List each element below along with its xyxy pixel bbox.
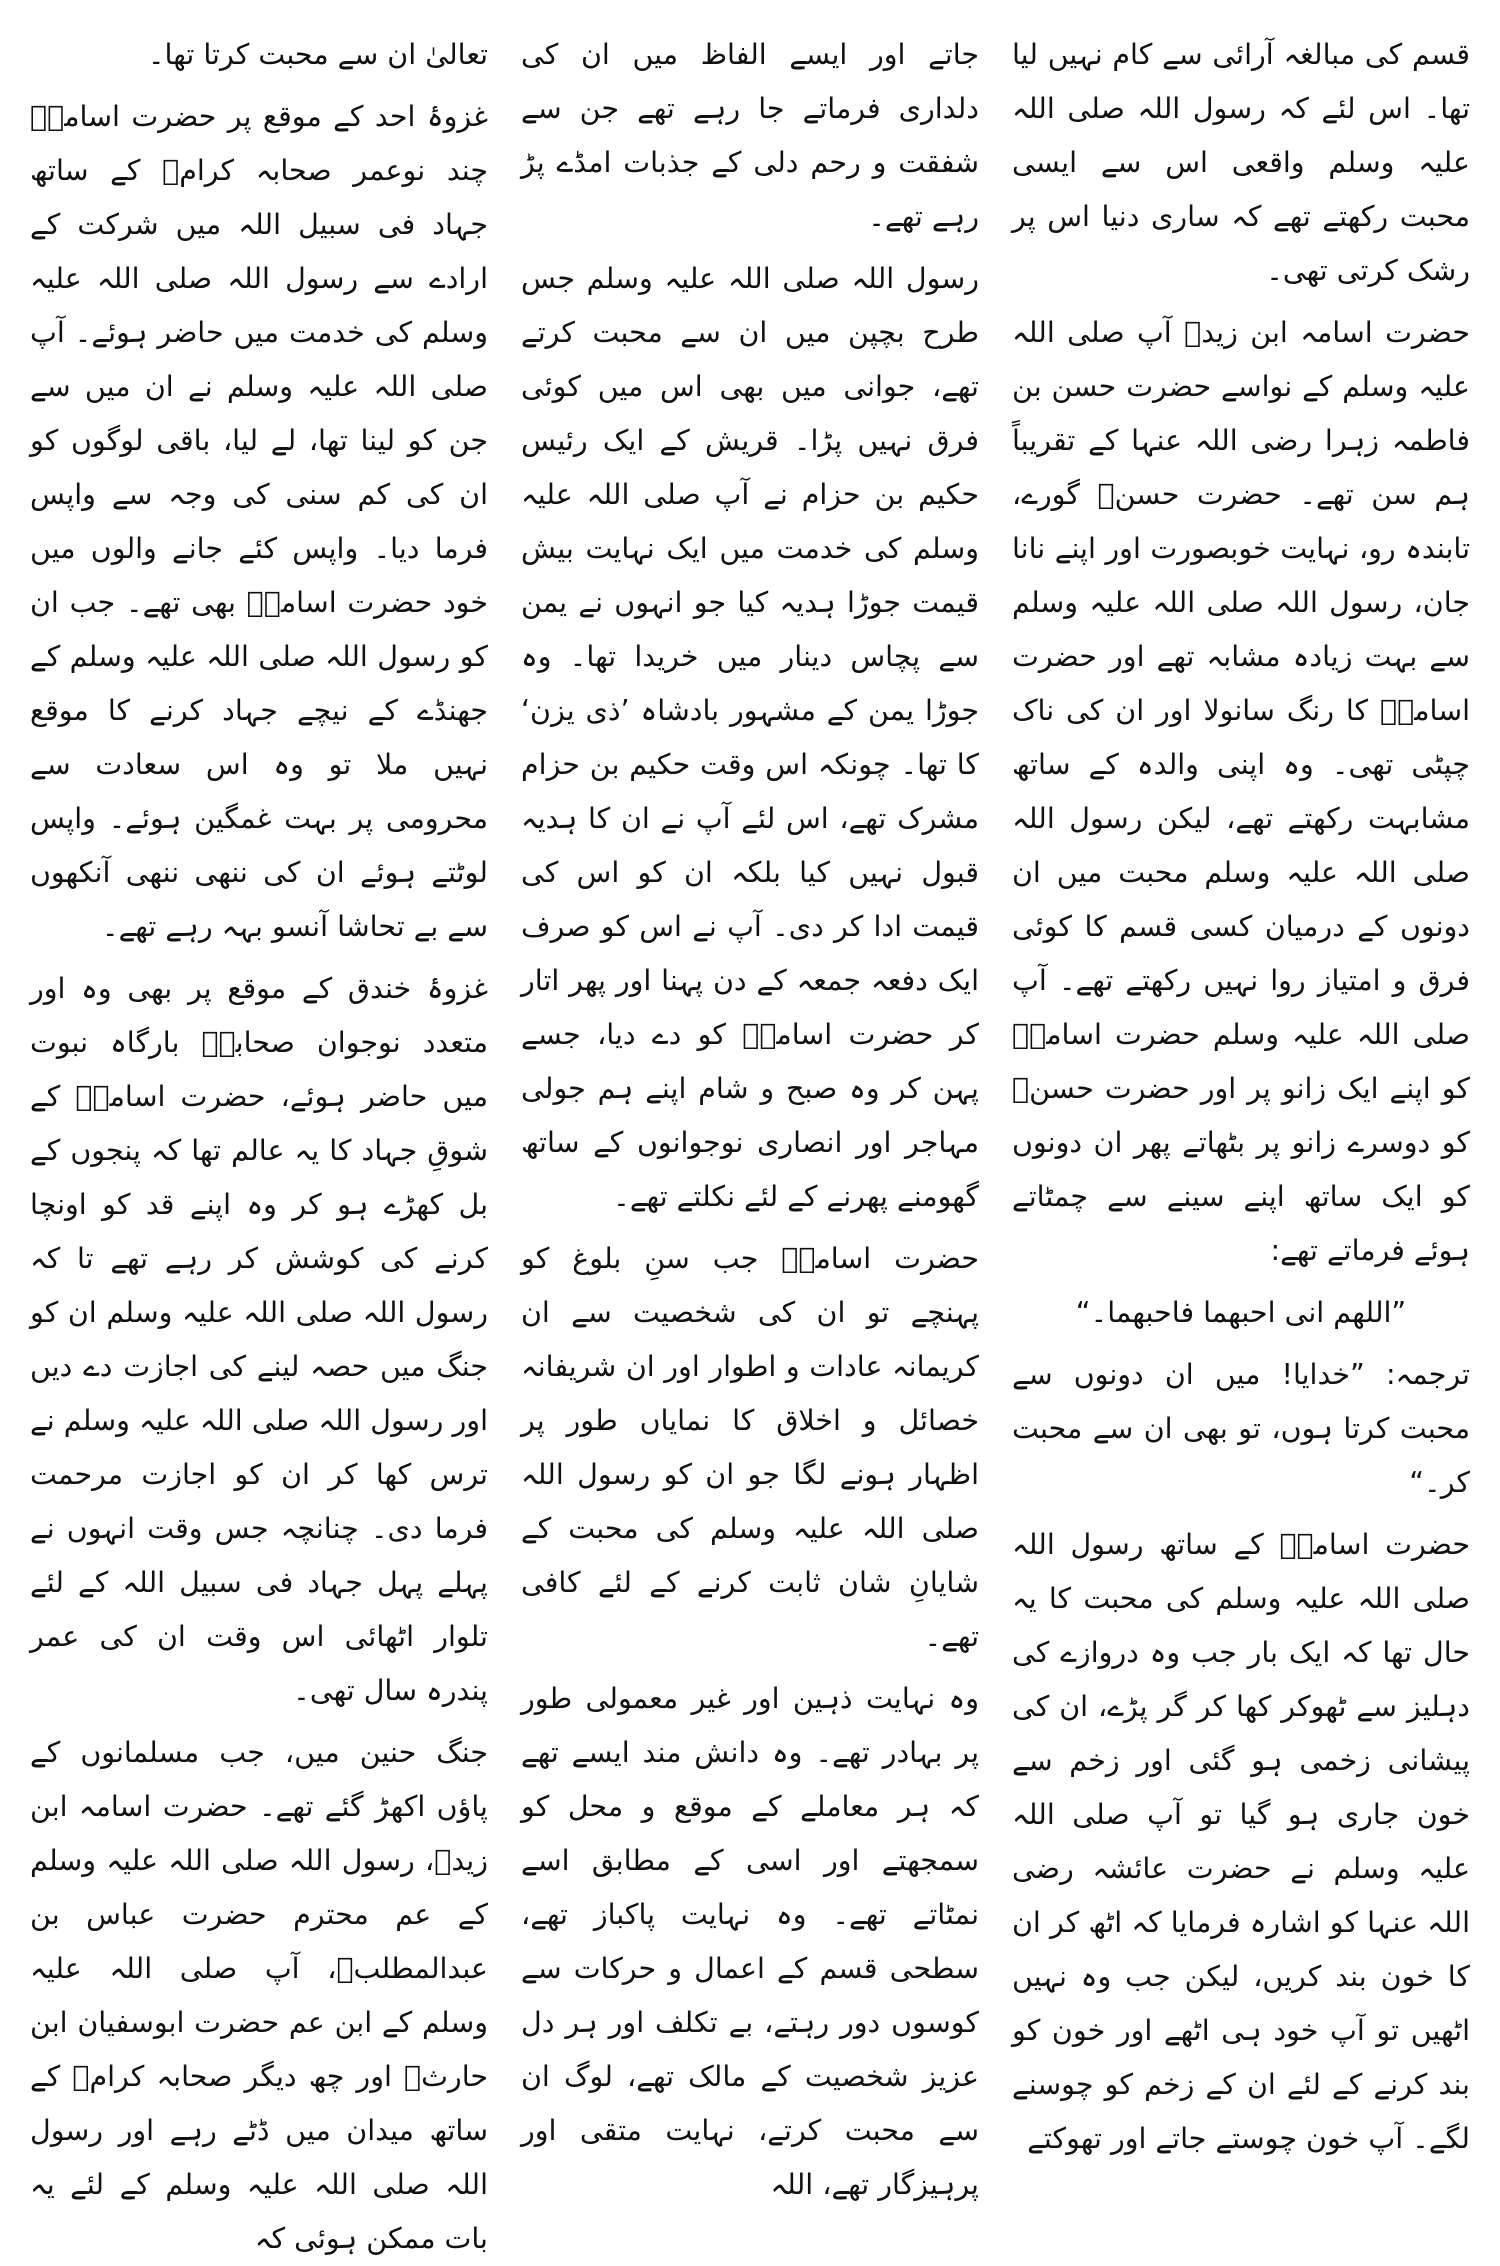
paragraph: جنگ حنین میں، جب مسلمانوں کے پاؤں اکھڑ گئے تھے۔ حضرت اسامہ ابن زیدؓ، رسول اللہ صلی اللہ علیہ وسلم کے عم محترم حضرت عباس بن عبدالمطلبؓ، آپ صلی اللہ علیہ وسلم کے ابن عم حضرت ابوسفیان ابن حارثؓ اور چھ دیگر صحابہ کرامؓ کے ساتھ میدان میں ڈٹے رہے اور رسول اللہ صلی اللہ علیہ وسلم کے لئے یہ بات ممکن ہوئی کہ xyxy=(30,1736,488,2255)
paragraph: رسول اللہ صلی اللہ علیہ وسلم جس طرح بچپن میں ان سے محبت کرتے تھے، جوانی میں بھی اس میں کوئی فرق نہیں پڑا۔ قریش کے ایک رئیس حکیم بن حزام نے آپ صلی اللہ علیہ وسلم کی خدمت میں ایک نہایت بیش قیمت جوڑا ہدیہ کیا جو انہوں نے یمن سے پچاس دینار میں خریدا تھا۔ وہ جوڑا یمن کے مشہور بادشاہ ’ذی یزن‘ کا تھا۔ چونکہ اس وقت حکیم بن حزام مشرک تھے، اس لئے آپ نے ان کا ہدیہ قبول نہیں کیا بلکہ ان کو اس کی قیمت ادا کر دی۔ آپ نے اس کو صرف ایک دفعہ جمعہ کے دن پہنا اور پھر اتار کر حضرت اسامہؓ کو دے دیا، جسے پہن کر وہ صبح و شام اپنے ہم جولی مہاجر اور انصاری نوجوانوں کے ساتھ گھومنے پھرنے کے لئے نکلتے تھے۔ xyxy=(521,262,979,1213)
paragraph: غزوۂ احد کے موقع پر حضرت اسامہؓ چند نوعمر صحابہ کرامؓ کے ساتھ جہاد فی سبیل اللہ میں شرکت کے ارادے سے رسول اللہ صلی اللہ علیہ وسلم کی خدمت میں حاضر ہوئے۔ آپ صلی اللہ علیہ وسلم نے ان میں سے جن کو لینا تھا، لے لیا، باقی لوگوں کو ان کی کم سنی کی وجہ سے واپس فرما دیا۔ واپس کئے جانے والوں میں خود حضرت اسامہؓ بھی تھے۔ جب ان کو رسول اللہ صلی اللہ علیہ وسلم کے جھنڈے کے نیچے جہاد کرنے کا موقع نہیں ملا تو وہ اس سعادت سے محرومی پر بہت غمگین ہوئے۔ واپس لوٹتے ہوئے ان کی ننھی ننھی آنکھوں سے بے تحاشا آنسو بہہ رہے تھے۔ xyxy=(30,100,488,943)
paragraph: قسم کی مبالغہ آرائی سے کام نہیں لیا تھا۔ اس لئے کہ رسول اللہ صلی اللہ علیہ وسلم واقعی اس سے ایسی محبت رکھتے تھے کہ ساری دنیا اس پر رشک کرتی تھی۔ xyxy=(1012,38,1470,287)
paragraph: جاتے اور ایسے الفاظ میں ان کی دلداری فرماتے جا رہے تھے جن سے شفقت و رحم دلی کے جذبات امڈے پڑ رہے تھے۔ xyxy=(521,38,979,233)
paragraph: حضرت اسامہؓ کے ساتھ رسول اللہ صلی اللہ علیہ وسلم کی محبت کا یہ حال تھا کہ ایک بار جب وہ دروازے کی دہلیز سے ٹھوکر کھا کر گر پڑے، ان کی پیشانی زخمی ہو گئی اور زخم سے خون جاری ہو گیا تو آپ صلی اللہ علیہ وسلم نے حضرت عائشہ رضی اللہ عنہا کو اشارہ فرمایا کہ اٹھ کر ان کا خون بند کریں، لیکن جب وہ نہیں اٹھیں تو آپ خود ہی اٹھے اور خون کو بند کرنے کے لئے ان کے زخم کو چوسنے لگے۔ آپ خون چوستے جاتے اور تھوکتے xyxy=(1012,1528,1470,2155)
translation-paragraph: ترجمہ: ”خدایا! میں ان دونوں سے محبت کرتا ہوں، تو بھی ان سے محبت کر۔“ xyxy=(1012,1358,1470,1499)
column-middle xyxy=(521,28,979,2201)
arabic-quote: ”اللھم انی احبھما فاحبھما۔“ xyxy=(1075,1296,1407,1329)
article-columns xyxy=(30,28,1470,2255)
column-right xyxy=(1012,28,1470,2180)
column-left xyxy=(30,28,488,2255)
paragraph: غزوۂ خندق کے موقع پر بھی وہ اور متعدد نوجوان صحابہؓ بارگاہ نبوت میں حاضر ہوئے، حضرت اسامہؓ کے شوقِ جہاد کا یہ عالم تھا کہ پنجوں کے بل کھڑے ہو کر وہ اپنے قد کو اونچا کرنے کی کوشش کر رہے تھے تا کہ رسول اللہ صلی اللہ علیہ وسلم ان کو جنگ میں حصہ لینے کی اجازت دے دیں اور رسول اللہ صلی اللہ علیہ وسلم نے ترس کھا کر ان کو اجازت مرحمت فرما دی۔ چنانچہ جس وقت انہوں نے پہلے پہل جہاد فی سبیل اللہ کے لئے تلوار اٹھائی اس وقت ان کی عمر پندرہ سال تھی۔ xyxy=(30,972,488,1707)
paragraph: تعالیٰ ان سے محبت کرتا تھا۔ xyxy=(147,38,488,71)
paragraph: حضرت اسامہؓ جب سنِ بلوغ کو پہنچے تو ان کی شخصیت سے ان کریمانہ عادات و اطوار اور ان شریفانہ خصائل و اخلاق کا نمایاں طور پر اظہار ہونے لگا جو ان کو رسول اللہ صلی اللہ علیہ وسلم کی محبت کے شایانِ شان ثابت کرنے کے لئے کافی تھے۔ xyxy=(521,1242,979,1653)
paragraph: وہ نہایت ذہین اور غیر معمولی طور پر بہادر تھے۔ وہ دانش مند ایسے تھے کہ ہر معاملے کے موقع و محل کو سمجھتے اور اسی کے مطابق اسے نمٹاتے تھے۔ وہ نہایت پاکباز تھے، سطحی قسم کے اعمال و حرکات سے کوسوں دور رہتے، بے تکلف اور ہر دل عزیز شخصیت کے مالک تھے، لوگ ان سے محبت کرتے، نہایت متقی اور پرہیزگار تھے، اللہ xyxy=(521,1682,979,2201)
paragraph: حضرت اسامہ ابن زیدؓ آپ صلی اللہ علیہ وسلم کے نواسے حضرت حسن بن فاطمہ زہرا رضی اللہ عنہا کے تقریباً ہم سن تھے۔ حضرت حسنؓ گورے، تابندہ رو، نہایت خوبصورت اور اپنے نانا جان، رسول اللہ صلی اللہ علیہ وسلم سے بہت زیادہ مشابہ تھے اور حضرت اسامہؓ کا رنگ سانولا اور ان کی ناک چپٹی تھی۔ وہ اپنی والدہ کے ساتھ مشابہت رکھتے تھے، لیکن رسول اللہ صلی اللہ علیہ وسلم محبت میں ان دونوں کے درمیان کسی قسم کا کوئی فرق و امتیاز روا نہیں رکھتے تھے۔ آپ صلی اللہ علیہ وسلم حضرت اسامہؓ کو اپنے ایک زانو پر اور حضرت حسنؓ کو دوسرے زانو پر بٹھاتے پھر ان دونوں کو ایک ساتھ اپنے سینے سے چمٹاتے ہوئے فرماتے تھے: xyxy=(1012,316,1470,1267)
